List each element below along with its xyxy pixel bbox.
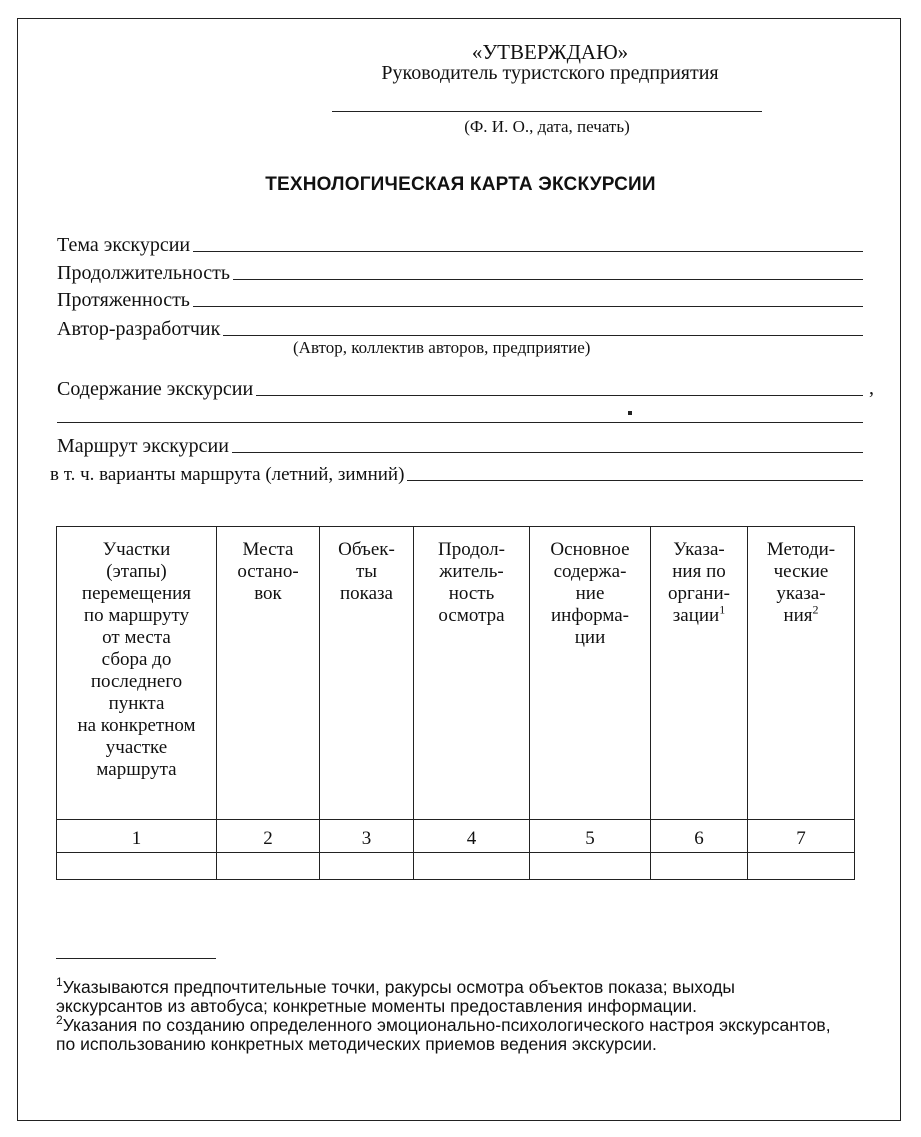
header-line: Объек- [338,539,395,560]
table-header-cell [530,527,651,820]
header-line-text: ния [783,605,813,626]
column-number-cell: 5 [530,820,651,853]
topic-field [57,231,863,257]
table-header-row [57,527,855,820]
table-header-cell [651,527,748,820]
header-line: по маршруту [83,605,190,626]
header-line: на конкретном [77,715,196,736]
topic-line [193,251,863,252]
header-line: ции [574,627,606,648]
route-variants-line [407,480,863,481]
header-line: остано- [237,561,299,582]
duration-line [233,279,863,280]
column-number-cell: 1 [57,820,217,853]
header-line: показа [340,583,393,604]
table-header-cell [748,527,855,820]
header-line: ческие [773,561,829,582]
header-line: Места [242,539,294,560]
duration-field [57,259,863,285]
route-line [232,452,863,453]
header-line: органи- [668,583,730,604]
document-title: ТЕХНОЛОГИЧЕСКАЯ КАРТА ЭКСКУРСИИ [265,174,656,195]
signature-caption: (Ф. И. О., дата, печать) [464,117,630,136]
table-header-cell [414,527,530,820]
route-variants-label: в т. ч. варианты маршрута (летний, зимний) [50,464,405,485]
content-dot [628,411,632,415]
header-line: вок [254,583,282,604]
header-line [750,602,852,627]
header-line: от места [102,627,171,648]
content-second-line [57,422,863,423]
content-line [256,395,863,396]
header-line: Участки [102,539,171,560]
empty-cell[interactable] [320,853,414,880]
route-field [57,432,863,458]
footnote-mark: 2 [812,602,819,617]
header-line: ность [448,583,495,604]
footnotes [56,975,836,1054]
duration-label: Продолжительность [57,262,230,284]
header-line: Указа- [673,539,725,560]
header-line: Продол- [438,539,505,560]
content-label: Содержание экскурсии [57,378,254,400]
table-empty-row [57,853,855,880]
header-line: перемещения [81,583,192,604]
length-line [193,306,863,307]
empty-cell[interactable] [217,853,320,880]
empty-cell[interactable] [748,853,855,880]
table-number-row [57,820,855,853]
empty-cell[interactable] [414,853,530,880]
header-line [653,602,745,627]
footnote-rule [56,958,216,959]
column-number-cell: 2 [217,820,320,853]
excursion-table [56,526,855,880]
header-line: маршрута [96,759,177,780]
header-line: ние [575,583,605,604]
table-header-cell [320,527,414,820]
footnote-number: 2 [56,1013,63,1028]
empty-cell[interactable] [530,853,651,880]
approval-title: «УТВЕРЖДАЮ» [471,40,629,64]
content-comma: , [869,377,874,399]
header-line: указа- [776,583,826,604]
topic-label: Тема экскурсии [57,234,191,256]
header-line: участке [105,737,168,758]
footnote-text: Указываются предпочтительные точки, ракурсы осмотра объектов показа; выходы экскурсантов из автобуса; конкретные моменты предоставления информации. [56,977,735,1016]
length-label: Протяженность [57,289,190,311]
route-label: Маршрут экскурсии [57,435,229,457]
header-line: ния по [672,561,726,582]
header-line: Методи- [766,539,836,560]
header-line: житель- [439,561,504,582]
column-number-cell: 3 [320,820,414,853]
column-number-cell: 7 [748,820,855,853]
route-variants-field [50,460,863,486]
header-line: ты [355,561,378,582]
header-line-text: зации [672,605,720,626]
footnote [56,975,836,1016]
content-field [57,375,863,401]
footnote-number: 1 [56,975,63,990]
header-line: сбора до [101,649,172,670]
header-line: осмотра [438,605,505,626]
column-number-cell: 6 [651,820,748,853]
header-line: (этапы) [106,561,167,582]
header-line: информа- [550,605,629,626]
header-line: последнего [90,671,183,692]
table-header-cell [57,527,217,820]
empty-cell[interactable] [651,853,748,880]
table-header-cell [217,527,320,820]
footnote-mark: 1 [719,602,726,617]
signature-line [332,111,762,112]
footnote-text: Указания по созданию определенного эмоционально-психологического настроя экскурсантов, по использованию конкретных методических приемов ведения экскурсии. [56,1015,831,1054]
header-line: содержа- [553,561,627,582]
header-line: пункта [108,693,165,714]
author-note: (Автор, коллектив авторов, предприятие) [293,338,591,357]
header-line: Основное [550,539,630,560]
approval-role: Руководитель туристского предприятия [381,62,719,84]
length-field [57,286,863,312]
column-number-cell: 4 [414,820,530,853]
footnote [56,1013,836,1054]
author-label: Автор-разработчик [57,318,221,340]
author-line [223,335,863,336]
empty-cell[interactable] [57,853,217,880]
